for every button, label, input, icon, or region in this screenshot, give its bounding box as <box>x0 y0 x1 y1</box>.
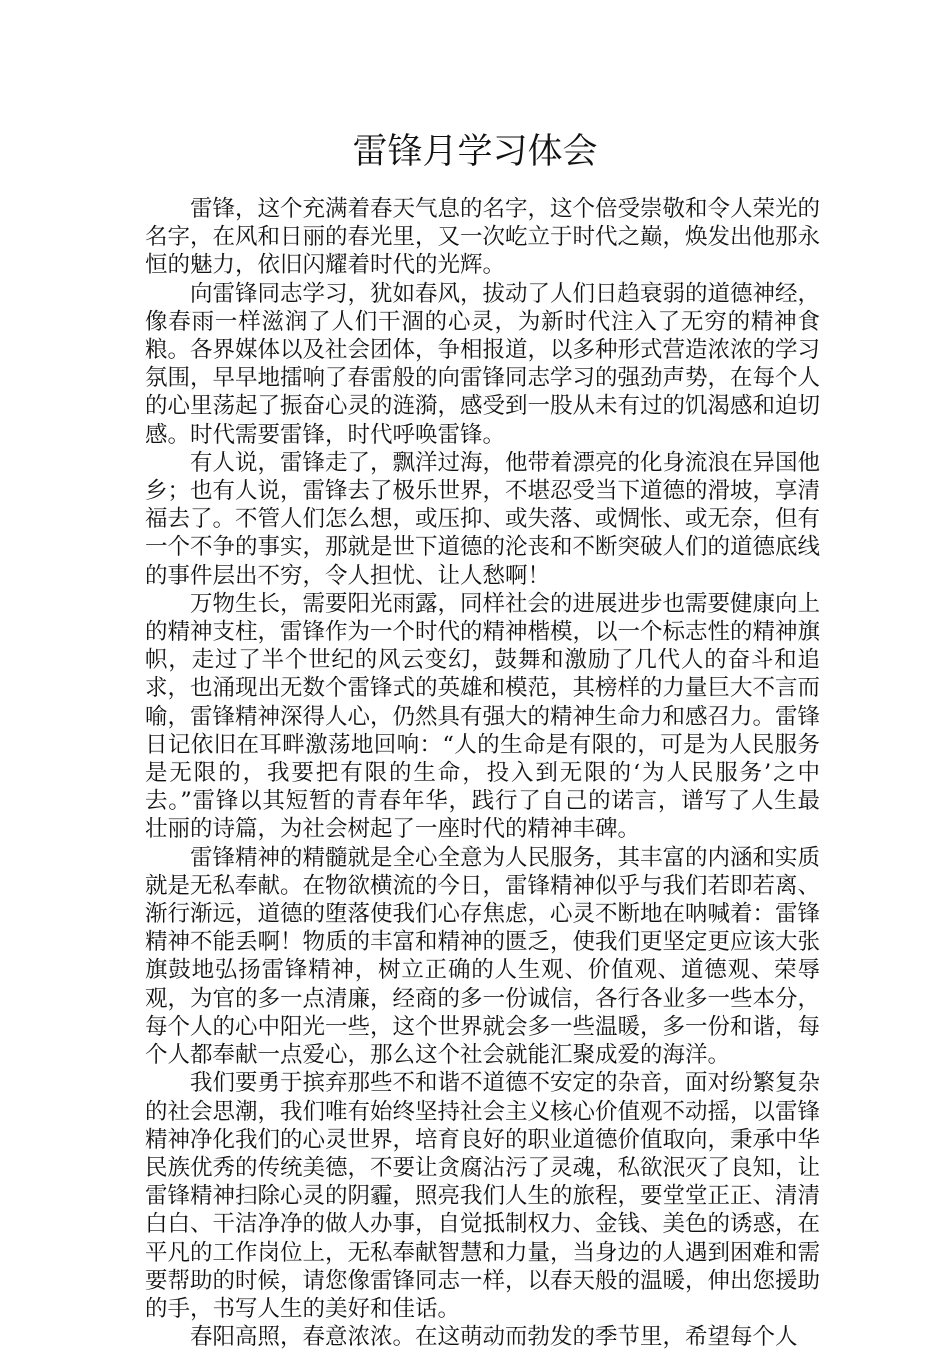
paragraph-4: 万物生长，需要阳光雨露，同样社会的进展进步也需要健康向上的精神支柱，雷锋作为一个时代的精神楷模，以一个标志性的精神旗帜，走过了半个世纪的风云变幻，鼓舞和激励了几代人的奋斗和追求，也涌现出无数个雷锋式的英雄和模范，其榜样的力量巨大不言而喻，雷锋精神深得人心，仍然具有强大的精神生命力和感召力。雷锋日记依旧在耳畔激荡地回响：“人的生命是有限的，可是为人民服务是无限的，我要把有限的生命，投入到无限的‘为人民服务’之中去。”雷锋以其短暂的青春年华，践行了自己的诺言，谱写了人生最壮丽的诗篇，为社会树起了一座时代的精神丰碑。 <box>145 590 821 843</box>
paragraph-7: 春阳高照，春意浓浓。在这萌动而勃发的季节里，希望每个人 <box>190 1324 798 1351</box>
paragraph-3: 有人说，雷锋走了，飘洋过海，他带着漂亮的化身流浪在异国他乡；也有人说，雷锋去了极乐世界，不堪忍受当下道德的滑坡，享清福去了。不管人们怎么想，或压抑、或失落、或惆怅、或无奈，但有一个不争的事实，那就是世下道德的沦丧和不断突破人们的道德底线的事件层出不穷，令人担忧、让人愁啊！ <box>145 449 821 589</box>
paragraph-2: 向雷锋同志学习，犹如春风，拔动了人们日趋衰弱的道德神经，像春雨一样滋润了人们干涸的心灵，为新时代注入了无穷的精神食粮。各界媒体以及社会团体，争相报道，以多种形式营造浓浓的学习氛围，早早地擂响了春雷般的向雷锋同志学习的强劲声势，在每个人的心里荡起了振奋心灵的涟漪，感受到一股从未有过的饥渴感和迫切感。时代需要雷锋，时代呼唤雷锋。 <box>145 280 821 448</box>
paragraph-5: 雷锋精神的精髓就是全心全意为人民服务，其丰富的内涵和实质就是无私奉献。在物欲横流的今日，雷锋精神似乎与我们若即若离、渐行渐远，道德的堕落使我们心存焦虑，心灵不断地在呐喊着：雷锋精神不能丢啊！物质的丰富和精神的匮乏，使我们更坚定更应该大张旗鼓地弘扬雷锋精神，树立正确的人生观、价值观、道德观、荣辱观，为官的多一点清廉，经商的多一份诚信，各行各业多一些本分，每个人的心中阳光一些，这个世界就会多一些温暖，多一份和谐，每个人都奉献一点爱心，那么这个社会就能汇聚成爱的海洋。 <box>145 844 821 1069</box>
document-title: 雷锋月学习体会 <box>352 132 598 172</box>
paragraph-1: 雷锋，这个充满着春天气息的名字，这个倍受崇敬和令人荣光的名字，在风和日丽的春光里，又一次屹立于时代之巅，焕发出他那永恒的魅力，依旧闪耀着时代的光辉。 <box>145 196 821 279</box>
document-body <box>145 195 820 1351</box>
paragraph-6: 我们要勇于摈弃那些不和谐不道德不安定的杂音，面对纷繁复杂的社会思潮，我们唯有始终坚持社会主义核心价值观不动摇，以雷锋精神净化我们的心灵世界，培育良好的职业道德价值取向，秉承中华民族优秀的传统美德，不要让贪腐沾污了灵魂，私欲泯灭了良知，让雷锋精神扫除心灵的阴霾，照亮我们人生的旅程，要堂堂正正、清清白白、干洁净净的做人办事，自觉抵制权力、金钱、美色的诱惑，在平凡的工作岗位上，无私奉献智慧和力量，当身边的人遇到困难和需要帮助的时候，请您像雷锋同志一样，以春天般的温暖，伸出您援助的手，书写人生的美好和佳话。 <box>145 1070 821 1322</box>
